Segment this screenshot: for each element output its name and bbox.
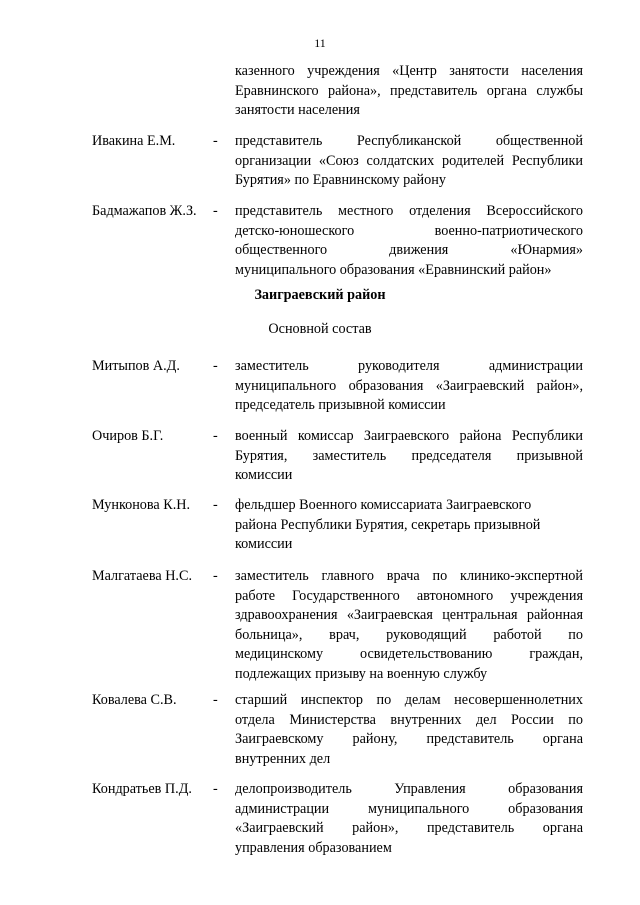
entry-description <box>235 132 583 191</box>
page-number: 11 <box>314 36 326 50</box>
dash-separator: - <box>213 497 218 513</box>
description-line: администрации муниципального образования <box>235 800 583 817</box>
dash-separator: - <box>213 358 218 374</box>
section-subtitle: Основной состав <box>268 321 372 337</box>
description-line: Бурятия, заместитель председателя призывной <box>235 447 583 464</box>
description-line: военный комиссар Заиграевского района Республики <box>235 428 583 444</box>
description-line: общественного движения «Юнармия» <box>235 242 583 258</box>
member-name: Очиров Б.Г. <box>92 428 164 444</box>
description-line: муниципального образования «Еравнинский район» <box>235 261 552 278</box>
member-name: Бадмажапов Ж.З. <box>92 203 197 219</box>
description-line: заместитель руководителя администрации <box>235 358 583 374</box>
description-line: района Республики Бурятия, секретарь призывной <box>235 516 541 533</box>
description-line: фельдшер Военного комиссариата Заиграевского <box>235 497 532 513</box>
description-line: Еравнинского района», представитель органа службы <box>235 82 583 99</box>
description-line: медицинскому освидетельствованию граждан, <box>235 646 583 662</box>
dash-separator: - <box>213 692 218 708</box>
member-name: Ивакина Е.М. <box>92 133 176 149</box>
description-line: старший инспектор по делам несовершеннолетних <box>235 692 583 708</box>
entry-description <box>235 567 583 684</box>
description-line: Бурятия» по Еравнинскому району <box>235 172 446 188</box>
entry-description <box>235 202 583 280</box>
entry-description <box>235 427 583 486</box>
entry-description <box>235 357 583 416</box>
description-line: работе Государственного автономного учреждения <box>235 587 583 604</box>
member-name: Ковалева С.В. <box>92 692 177 708</box>
entry-description <box>235 62 583 121</box>
description-line: здравоохранения «Заиграевская центральная районная <box>235 607 583 623</box>
dash-separator: - <box>213 133 218 149</box>
dash-separator: - <box>213 568 218 584</box>
description-line: подлежащих призыву на военную службу <box>235 665 488 682</box>
dash-separator: - <box>213 781 218 797</box>
dash-separator: - <box>213 203 218 219</box>
member-name: Кондратьев П.Д. <box>92 781 192 797</box>
member-name: Мунконова К.Н. <box>92 497 191 513</box>
dash-separator: - <box>213 428 218 444</box>
description-line: представитель Республиканской общественной <box>235 133 583 149</box>
description-line: делопроизводитель Управления образования <box>235 781 583 797</box>
description-line: занятости населения <box>235 102 360 118</box>
description-line: председатель призывной комиссии <box>235 397 446 413</box>
description-line: управления образованием <box>235 839 392 856</box>
description-line: муниципального образования «Заиграевский район», <box>235 377 583 394</box>
description-line: заместитель главного врача по клинико-экспертной <box>235 568 583 584</box>
description-line: Заиграевскому району, представитель органа <box>235 731 583 747</box>
entry-description <box>235 496 583 555</box>
description-line: организации «Союз солдатских родителей Республики <box>235 152 583 169</box>
description-line: комиссии <box>235 536 293 552</box>
description-line: детско-юношеского военно-патриотического <box>235 222 583 239</box>
member-name: Митыпов А.Д. <box>92 358 180 374</box>
description-line: казенного учреждения «Центр занятости населения <box>235 63 583 79</box>
description-line: представитель местного отделения Всероссийского <box>235 203 583 219</box>
description-line: отдела Министерства внутренних дел России по <box>235 711 583 728</box>
section-title: Заиграевский район <box>254 287 386 303</box>
member-name: Малгатаева Н.С. <box>92 568 192 584</box>
description-line: внутренних дел <box>235 750 331 767</box>
description-line: комиссии <box>235 467 293 483</box>
entry-description <box>235 691 583 769</box>
description-line: больница», врач, руководящий работой по <box>235 626 583 643</box>
entry-description <box>235 780 583 858</box>
description-line: «Заиграевский район», представитель органа <box>235 820 583 836</box>
